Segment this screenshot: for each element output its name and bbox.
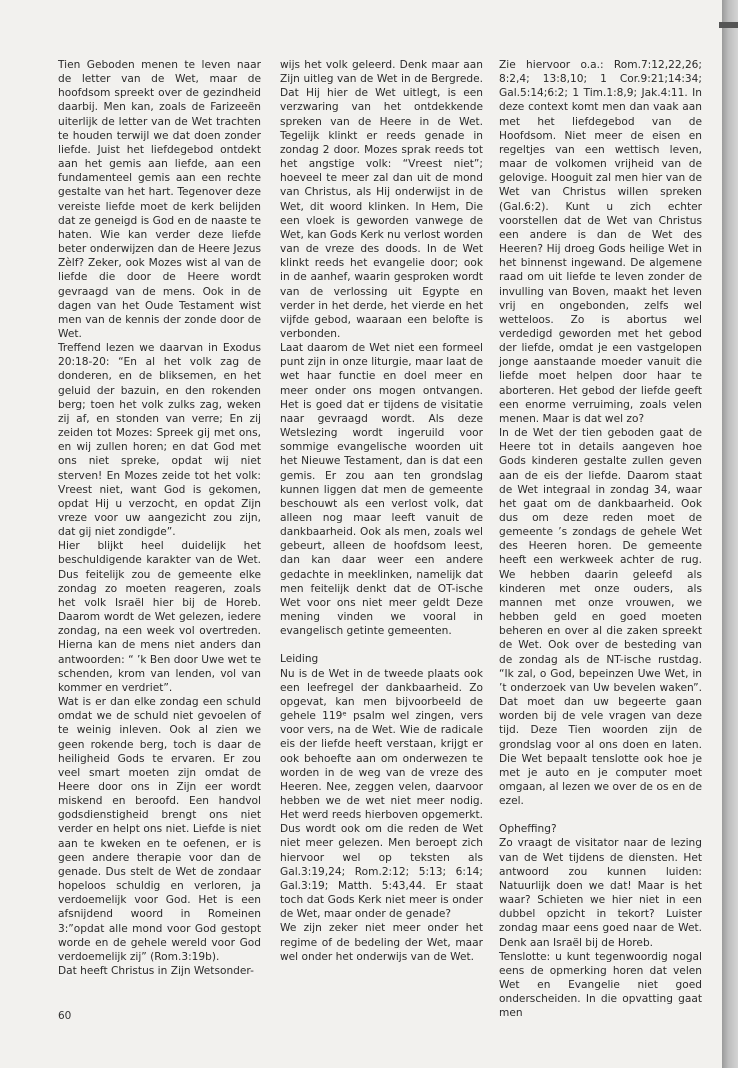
text-column-1 [58,58,261,978]
section-spacer [280,638,483,652]
section-heading: Opheffing? [499,823,557,836]
paragraph: Hier blijkt heel duidelijk het beschuldigende karakter van de Wet. Dus feitelijk zou de gemeente elke zondag zo moeten reageren, zoals het volk Israël hier bij de Horeb. Daarom wordt de Wet gelezen, iedere zondag, na een week vol overtreden. Hierna kan de mens niet anders dan antwoorden: “ ’k Ben door Uwe wet te schenden, krom van lenden, vol van kommer en verdriet”. [58,540,261,694]
paragraph: In de Wet der tien geboden gaat de Heere tot in details aangeven hoe Gods kinderen gestalte zullen geven aan de eis der liefde. Daarom staat de Wet integraal in zondag 34, waar het gaat om de dankbaarheid. Ook dus om deze reden moet de gemeente ’s zondags de gehele Wet des Heeren horen. De gemeente heeft een werkweek achter de rug. We hebben daarin geleefd als kinderen met onze ouders, als mannen met onze vrouwen, we hebben geld en goed moeten beheren en over al die zaken spreekt de Wet. Ook over de besteding van de zondag als de NT-ische rustdag. “Ik zal, o God, bepeinzen Uwe Wet, in ’t onderzoek van Uw bevelen waken”. Dat moet dan uw begeerte gaan worden bij de vele vragen van deze tijd. Deze Tien woorden zijn de grondslag voor al ons doen en laten. Die Wet bepaalt tenslotte ook hoe je met je auto en je computer moet omgaan, al lezen we over de os en de ezel. [499,427,702,808]
page-edge-marker [719,22,738,28]
section-spacer [499,808,702,822]
paragraph: Treffend lezen we daarvan in Exodus 20:18-20: “En al het volk zag de donderen, en de bliksemen, en het geluid der bazuin, en den rokenden berg; toen het volk zulks zag, weken zij af, en stonden van verre; En zij zeiden tot Mozes: Spreek gij met ons, en wij zullen horen; en dat God met ons niet spreke, opdat wij niet sterven! En Mozes zeide tot het volk: Vreest niet, want God is gekomen, opdat Hij u verzocht, en opdat Zijn vreze voor uw aangezicht zou zijn, dat gij niet zondigde”. [58,342,261,539]
page-number: 60 [58,1010,72,1022]
paragraph: wijs het volk geleerd. Denk maar aan Zijn uitleg van de Wet in de Bergrede. Dat Hij hier de Wet uitlegt, is een verzwaring van het ontdekkende spreken van de Heere in de Wet. Tegelijk klinkt er reeds genade in zondag 2 door. Mozes sprak reeds tot het angstige volk: “Vreest niet”; hoeveel te meer zal dan uit de mond van Christus, als Hij onderwijst in de Wet, dit woord klinken. In Hem, Die een vloek is geworden vanwege de Wet, kan Gods Kerk nu verlost worden van de vreze des doods. In de Wet klinkt reeds het evangelie door; ook in de aanhef, waarin gesproken wordt van de verlossing uit Egypte en verder in het derde, het vierde en het vijfde gebod, waaraan een belofte is verbonden. [280,59,483,340]
section-heading: Leiding [280,653,319,666]
paragraph: Wat is er dan elke zondag een schuld omdat we de schuld niet gevoelen of te weinig inleven. Ook al zien we geen rokende berg, toch is daar de heiligheid Gods te ervaren. Er zou veel smart moeten zijn omdat de Heere door ons in Zijn eer wordt miskend en beroofd. Een handvol godsdienstigheid brengt ons niet verder en helpt ons niet. Liefde is niet aan te kweken en te oefenen, er is geen andere therapie voor dan de genade. Dus stelt de Wet de zondaar hopeloos schuldig en verloren, ja verdoemelijk voor God. Het is een afsnijdend woord in Romeinen 3:”opdat alle mond voor God gestopt worde en de gehele wereld voor God verdoemelijk zij” (Rom.3:19b). [58,696,261,963]
paragraph: Zo vraagt de visitator naar de lezing van de Wet tijdens de diensten. Het antwoord zou kunnen luiden: Natuurlijk doen we dat! Maar is het waar? Schieten we hier niet in een dubbel opzicht in tekort? Luister zondag maar eens goed naar de Wet. Denk aan Israël bij de Horeb. [499,837,702,949]
paragraph: Laat daarom de Wet niet een formeel punt zijn in onze liturgie, maar laat de wet haar functie en doel meer en meer onder ons mogen ontvangen. Het is goed dat er tijdens de visitatie naar gevraagd wordt. Als deze Wetslezing wordt ingeruild voor sommige evangelische woorden uit het Nieuwe Testament, dan is dat een gemis. Er zou aan ten grondslag kunnen liggen dat men de gemeente beschouwt als een verlost volk, dat alleen nog maar leeft vanuit de dankbaarheid. Ook als men, zoals wel gebeurt, alleen de hoofdsom leest, dan kan daar weer een andere gedachte in meeklinken, namelijk dat men feitelijk denkt dat de OT-ische Wet voor ons niet meer geldt Deze mening vinden we vooral in evangelisch getinte gemeenten. [280,342,483,638]
paragraph: Tenslotte: u kunt tegenwoordig nogal eens de opmerking horen dat velen Wet en Evangelie niet goed onderscheiden. In die opvatting gaat men [499,950,702,1020]
paragraph: Zie hiervoor o.a.: Rom.7:12,22,26; 8:2,4; 13:8,10; 1 Cor.9:21;14:34; Gal.5:14;6:2; 1 Tim.1:8,9; Jak.4:11. In deze context komt men dan vaak aan met het liefdegebod van de Hoofdsom. Niet meer de eisen en regeltjes van een wettisch leven, maar de volkomen vrijheid van de gelovige. Hooguit zal men hier van de Wet van Christus willen spreken (Gal.6:2). Kunt u zich echter voorstellen dat de Wet van Christus een andere is dan de Wet des Heeren? Hij droeg Gods heilige Wet in het binnenst ingewand. De algemene raad om uit liefde te leven zonder de invulling van Boven, maakt het leven vrij en ongebonden, zelfs wel wetteloos. Zo is abortus wel verdedigd geworden met het gebod der liefde, omdat je een vastgelopen jonge aanstaande moeder vanuit die liefde moet helpen door haar te aborteren. Het gebod der liefde geeft een enorme verruiming, zoals velen menen. Maar is dat wel zo? [499,59,702,425]
paragraph: Tien Geboden menen te leven naar de letter van de Wet, maar de hoofdsom spreekt over de gezindheid daarbij. Men kan, zoals de Farizeeën uiterlijk de letter van de Wet trachten te houden terwijl we dat doen zonder liefde. Juist het liefdegebod ontdekt aan het gemis aan liefde, aan een fundamenteel gemis aan een rechte gestalte van het hart. Tegenover deze vereiste liefde moet de kerk belijden dat ze geneigd is God en de naaste te haten. Wie kan verder deze liefde beter onderwijzen dan de Heere Jezus Zèlf? Zeker, ook Mozes wist al van de liefde die door de Heere wordt gevraagd van de mens. Ook in de dagen van het Oude Testament wist men van de kennis der zonde door de Wet. [58,59,261,340]
text-column-2 [280,58,483,964]
page-edge-shadow [722,0,738,1068]
paragraph: Nu is de Wet in de tweede plaats ook een leefregel der dankbaarheid. Zo opgevat, kan men bijvoorbeeld de gehele 119ᵉ psalm wel zingen, vers voor vers, na de Wet. Wie de radicale eis der liefde heeft verstaan, krijgt er ook behoefte aan om onderwezen te worden in de weg van de vreze des Heeren. Nee, zeggen velen, daarvoor hebben we de wet niet meer nodig. Het werd reeds hierboven opgemerkt. Dus wordt ook om die reden de Wet niet meer gelezen. Men beroept zich hiervoor wel op teksten als Gal.3:19,24; Rom.2:12; 5:13; 6:14; Gal.3:19; Matth. 5:43,44. Er staat toch dat Gods Kerk niet meer is onder de Wet, maar onder de genade? [280,667,483,921]
paragraph: We zijn zeker niet meer onder het regime of de bedeling der Wet, maar wel onder het onderwijs van de Wet. [280,922,483,963]
paragraph: Dat heeft Christus in Zijn Wetsonder- [58,965,254,977]
text-column-3 [499,58,702,1020]
